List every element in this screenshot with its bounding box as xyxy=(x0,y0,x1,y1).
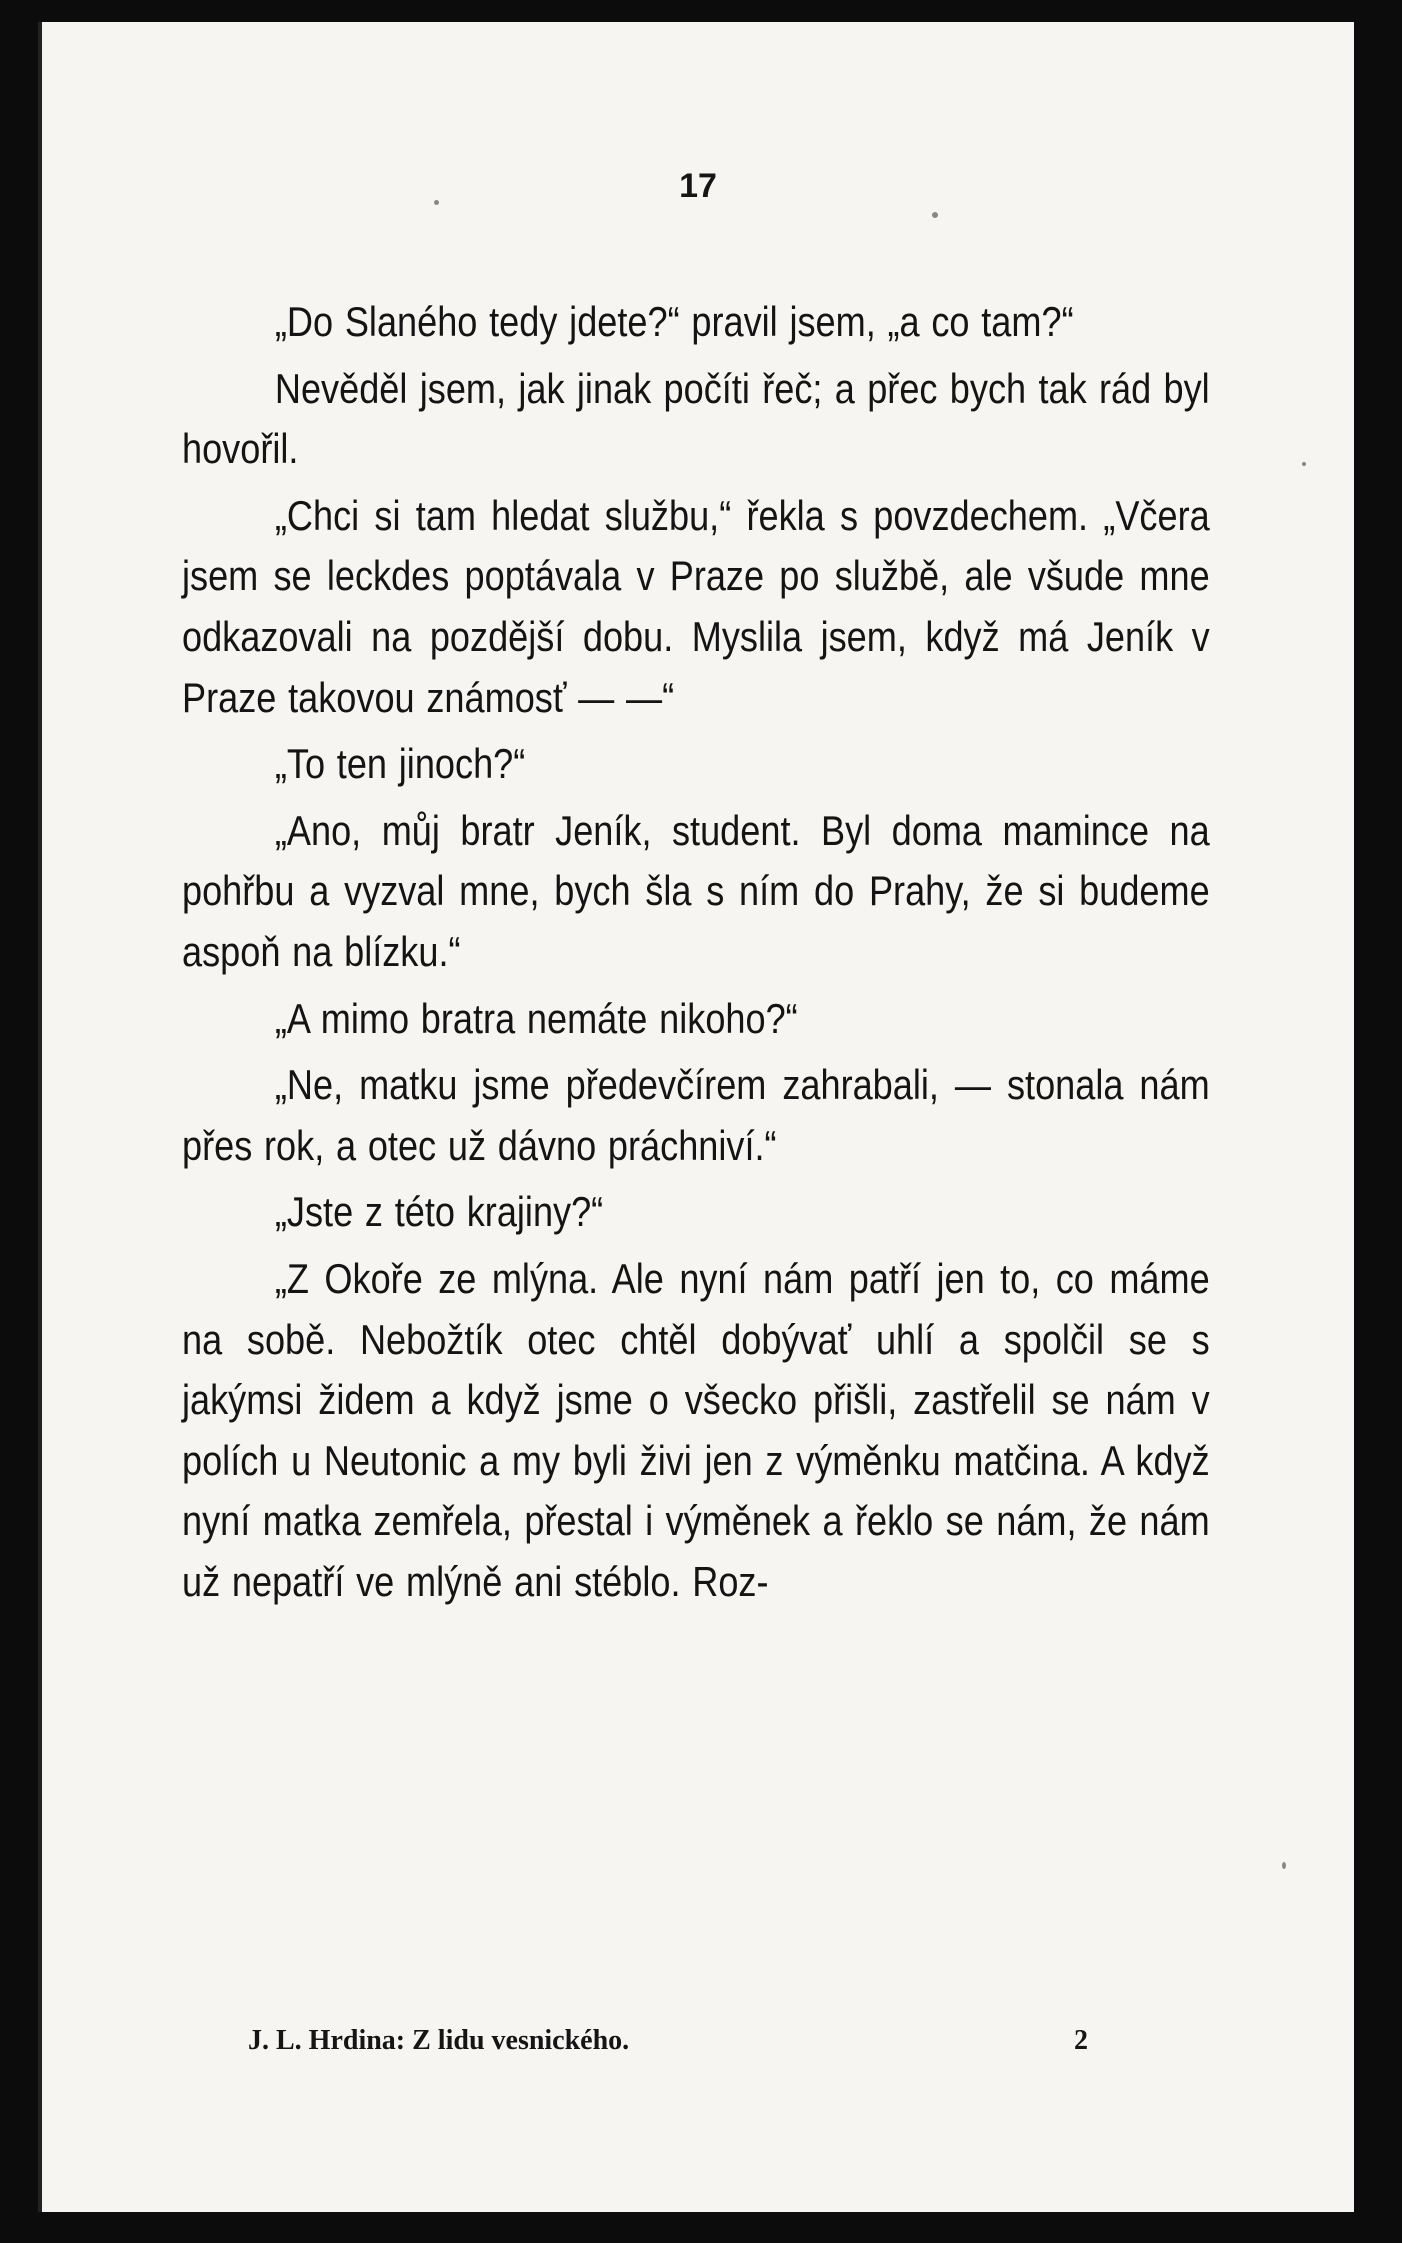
book-page xyxy=(38,22,1354,2212)
paragraph: Nevěděl jsem, jak jinak počíti řeč; a přec bych tak rád byl hovořil. xyxy=(182,364,1210,473)
page-footer xyxy=(248,2025,1088,2057)
paragraph: „Chci si tam hledat službu,“ řekla s povzdechem. „Včera jsem se leckdes poptávala v Praze po službě, ale všude mne odkazovali na pozdější dobu. Myslila jsem, když má Jeník v Praze takovou známosť — —“ xyxy=(182,491,1210,721)
paragraph: „Z Okoře ze mlýna. Ale nyní nám patří jen to, co máme na sobě. Nebožtík otec chtěl dobývať uhlí a spolčil se s jakýmsi židem a když jsme o všecko přišli, zastřelil se nám v polích u Neutonic a my byli živi jen z výměnku matčina. A když nyní matka zemřela, přestal i výměnek a řeklo se nám, že nám už nepatří ve mlýně ani stéblo. Roz- xyxy=(182,1254,1210,1605)
signature-mark: 2 xyxy=(1074,2025,1088,2056)
print-speck xyxy=(1282,1862,1286,1869)
body-text xyxy=(182,292,1210,1618)
print-speck xyxy=(932,212,938,218)
paragraph: „Jste z této krajiny?“ xyxy=(274,1188,604,1236)
print-speck xyxy=(1302,462,1306,466)
footer-title: J. L. Hrdina: Z lidu vesnického. xyxy=(248,2025,630,2056)
page-number: 17 xyxy=(679,167,717,205)
paragraph: „Ne, matku jsme předevčírem zahrabali, — stonala nám přes rok, a otec už dávno práchniví.“ xyxy=(182,1061,1210,1169)
paragraph: „Ano, můj bratr Jeník, student. Byl doma mamince na pohřbu a vyzval mne, bych šla s ním do Prahy, že si budeme aspoň na blízku.“ xyxy=(182,806,1210,975)
print-speck xyxy=(434,200,439,205)
paragraph: „To ten jinoch?“ xyxy=(274,740,526,788)
paragraph: „Do Slaného tedy jdete?“ pravil jsem, „a co tam?“ xyxy=(274,298,1074,345)
paragraph: „A mimo bratra nemáte nikoho?“ xyxy=(274,994,798,1042)
